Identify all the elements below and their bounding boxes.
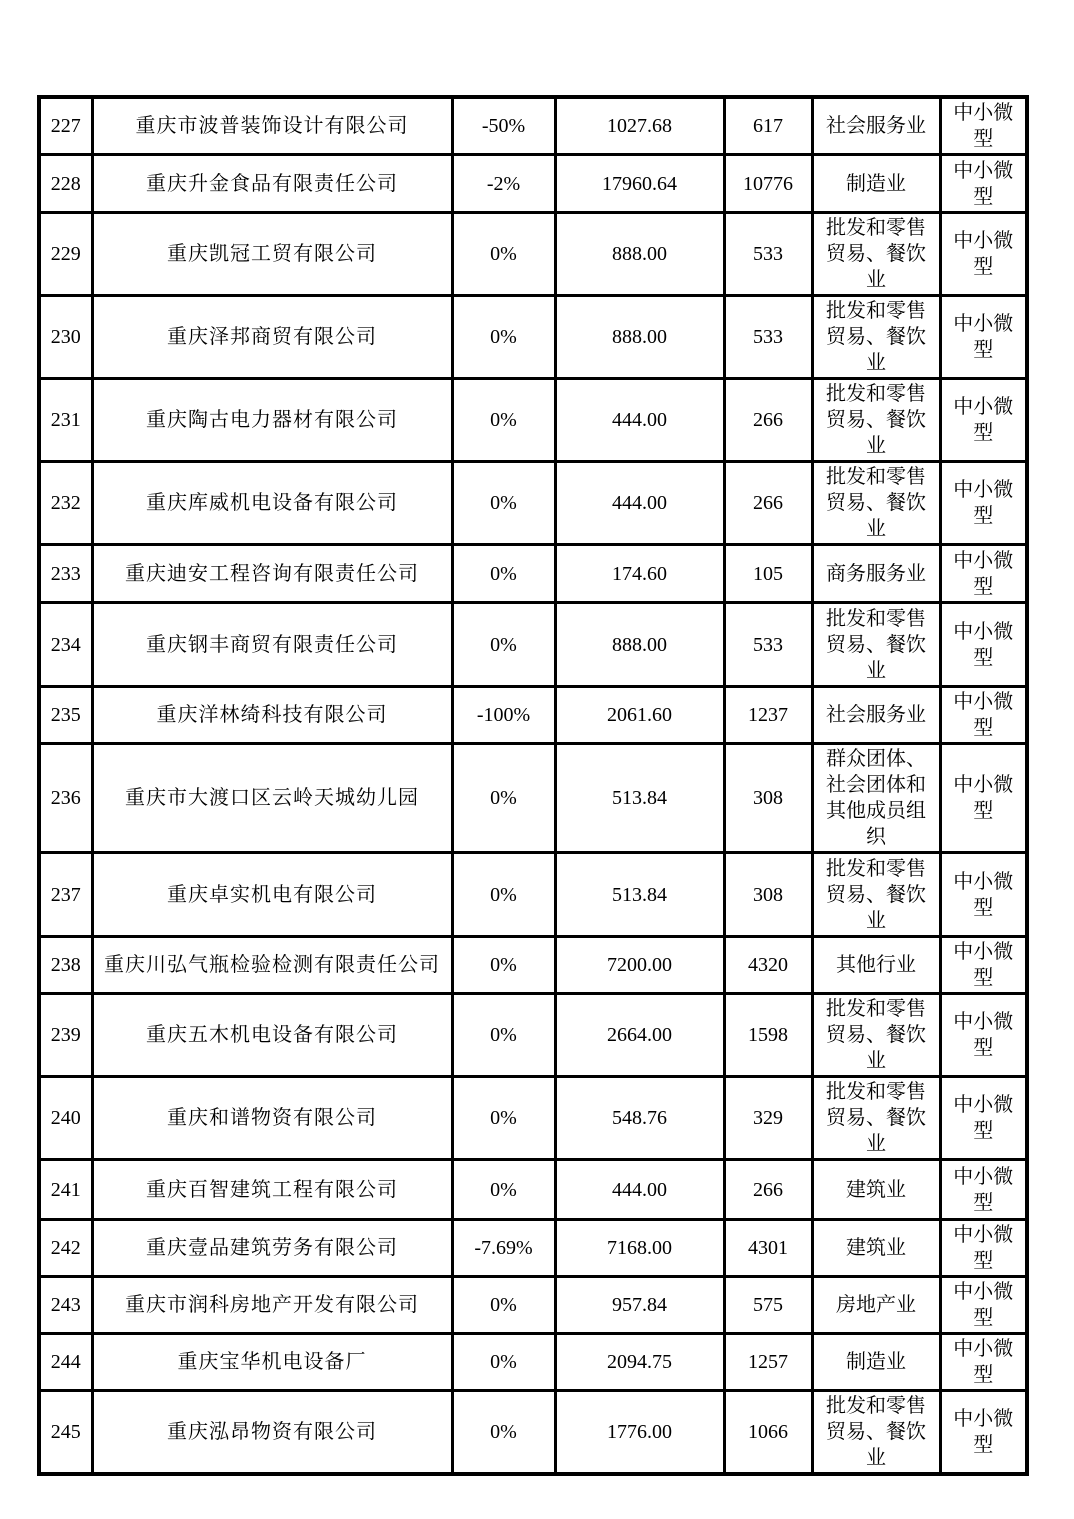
- change-percent-cell: 0%: [452, 296, 555, 379]
- industry-cell: 批发和零售贸易、餐饮业: [812, 462, 940, 545]
- amount-cell: 888.00: [555, 603, 724, 687]
- row-number-cell: 245: [39, 1391, 92, 1475]
- count-cell: 617: [724, 97, 812, 155]
- company-name-cell: 重庆泓昂物资有限公司: [92, 1391, 452, 1475]
- change-percent-cell: 0%: [452, 603, 555, 687]
- row-number-cell: 242: [39, 1220, 92, 1277]
- enterprise-scale-cell: 中小微型: [940, 687, 1027, 744]
- enterprise-scale-cell: 中小微型: [940, 1077, 1027, 1160]
- count-cell: 105: [724, 545, 812, 603]
- industry-cell: 制造业: [812, 1334, 940, 1391]
- change-percent-cell: -7.69%: [452, 1220, 555, 1277]
- change-percent-cell: 0%: [452, 545, 555, 603]
- amount-cell: 444.00: [555, 462, 724, 545]
- enterprise-scale-cell: 中小微型: [940, 1277, 1027, 1334]
- amount-cell: 513.84: [555, 853, 724, 937]
- table-row: [39, 296, 1027, 379]
- row-number-cell: 243: [39, 1277, 92, 1334]
- count-cell: 533: [724, 603, 812, 687]
- industry-cell: 商务服务业: [812, 545, 940, 603]
- change-percent-cell: -2%: [452, 155, 555, 213]
- company-name-cell: 重庆钢丰商贸有限责任公司: [92, 603, 452, 687]
- company-name-cell: 重庆市润科房地产开发有限公司: [92, 1277, 452, 1334]
- row-number-cell: 234: [39, 603, 92, 687]
- table-row: [39, 462, 1027, 545]
- enterprise-scale-cell: 中小微型: [940, 296, 1027, 379]
- amount-cell: 2061.60: [555, 687, 724, 744]
- enterprise-scale-cell: 中小微型: [940, 97, 1027, 155]
- amount-cell: 444.00: [555, 1160, 724, 1220]
- count-cell: 266: [724, 462, 812, 545]
- enterprise-scale-cell: 中小微型: [940, 603, 1027, 687]
- table-row: [39, 545, 1027, 603]
- row-number-cell: 239: [39, 994, 92, 1077]
- table-row: [39, 1334, 1027, 1391]
- industry-cell: 批发和零售贸易、餐饮业: [812, 379, 940, 462]
- change-percent-cell: 0%: [452, 379, 555, 462]
- industry-cell: 制造业: [812, 155, 940, 213]
- company-name-cell: 重庆市大渡口区云岭天城幼儿园: [92, 744, 452, 853]
- count-cell: 575: [724, 1277, 812, 1334]
- change-percent-cell: 0%: [452, 994, 555, 1077]
- company-name-cell: 重庆卓实机电有限公司: [92, 853, 452, 937]
- company-name-cell: 重庆库威机电设备有限公司: [92, 462, 452, 545]
- change-percent-cell: -50%: [452, 97, 555, 155]
- industry-cell: 批发和零售贸易、餐饮业: [812, 853, 940, 937]
- row-number-cell: 244: [39, 1334, 92, 1391]
- enterprise-scale-cell: 中小微型: [940, 994, 1027, 1077]
- enterprise-scale-cell: 中小微型: [940, 213, 1027, 296]
- enterprise-scale-cell: 中小微型: [940, 545, 1027, 603]
- table-row: [39, 1220, 1027, 1277]
- industry-cell: 社会服务业: [812, 687, 940, 744]
- row-number-cell: 230: [39, 296, 92, 379]
- industry-cell: 批发和零售贸易、餐饮业: [812, 603, 940, 687]
- row-number-cell: 240: [39, 1077, 92, 1160]
- change-percent-cell: 0%: [452, 1391, 555, 1475]
- table-row: [39, 603, 1027, 687]
- count-cell: 1066: [724, 1391, 812, 1475]
- change-percent-cell: -100%: [452, 687, 555, 744]
- count-cell: 4301: [724, 1220, 812, 1277]
- industry-cell: 批发和零售贸易、餐饮业: [812, 994, 940, 1077]
- enterprise-scale-cell: 中小微型: [940, 155, 1027, 213]
- amount-cell: 957.84: [555, 1277, 724, 1334]
- count-cell: 1257: [724, 1334, 812, 1391]
- count-cell: 308: [724, 744, 812, 853]
- count-cell: 1237: [724, 687, 812, 744]
- amount-cell: 888.00: [555, 213, 724, 296]
- company-name-cell: 重庆洋林绮科技有限公司: [92, 687, 452, 744]
- amount-cell: 1027.68: [555, 97, 724, 155]
- company-name-cell: 重庆泽邦商贸有限公司: [92, 296, 452, 379]
- change-percent-cell: 0%: [452, 1334, 555, 1391]
- amount-cell: 7200.00: [555, 937, 724, 994]
- row-number-cell: 229: [39, 213, 92, 296]
- amount-cell: 7168.00: [555, 1220, 724, 1277]
- table-row: [39, 994, 1027, 1077]
- row-number-cell: 237: [39, 853, 92, 937]
- row-number-cell: 227: [39, 97, 92, 155]
- amount-cell: 1776.00: [555, 1391, 724, 1475]
- row-number-cell: 231: [39, 379, 92, 462]
- company-name-cell: 重庆凯冠工贸有限公司: [92, 213, 452, 296]
- enterprise-scale-cell: 中小微型: [940, 462, 1027, 545]
- industry-cell: 建筑业: [812, 1160, 940, 1220]
- count-cell: 533: [724, 296, 812, 379]
- table-row: [39, 744, 1027, 853]
- enterprise-scale-cell: 中小微型: [940, 937, 1027, 994]
- company-name-cell: 重庆宝华机电设备厂: [92, 1334, 452, 1391]
- table-row: [39, 213, 1027, 296]
- amount-cell: 888.00: [555, 296, 724, 379]
- row-number-cell: 238: [39, 937, 92, 994]
- company-name-cell: 重庆市波普装饰设计有限公司: [92, 97, 452, 155]
- industry-cell: 建筑业: [812, 1220, 940, 1277]
- count-cell: 266: [724, 379, 812, 462]
- count-cell: 329: [724, 1077, 812, 1160]
- enterprise-scale-cell: 中小微型: [940, 853, 1027, 937]
- enterprise-scale-cell: 中小微型: [940, 1220, 1027, 1277]
- amount-cell: 2094.75: [555, 1334, 724, 1391]
- industry-cell: 批发和零售贸易、餐饮业: [812, 213, 940, 296]
- enterprise-scale-cell: 中小微型: [940, 379, 1027, 462]
- table-row: [39, 1277, 1027, 1334]
- enterprise-scale-cell: 中小微型: [940, 1160, 1027, 1220]
- amount-cell: 513.84: [555, 744, 724, 853]
- enterprise-scale-cell: 中小微型: [940, 1334, 1027, 1391]
- count-cell: 1598: [724, 994, 812, 1077]
- change-percent-cell: 0%: [452, 937, 555, 994]
- table-row: [39, 379, 1027, 462]
- company-name-cell: 重庆川弘气瓶检验检测有限责任公司: [92, 937, 452, 994]
- enterprise-scale-cell: 中小微型: [940, 1391, 1027, 1475]
- row-number-cell: 241: [39, 1160, 92, 1220]
- row-number-cell: 233: [39, 545, 92, 603]
- table-body: [39, 97, 1027, 1474]
- table-row: [39, 155, 1027, 213]
- company-name-cell: 重庆升金食品有限责任公司: [92, 155, 452, 213]
- table-row: [39, 1391, 1027, 1475]
- row-number-cell: 228: [39, 155, 92, 213]
- company-name-cell: 重庆迪安工程咨询有限责任公司: [92, 545, 452, 603]
- enterprise-scale-cell: 中小微型: [940, 744, 1027, 853]
- industry-cell: 社会服务业: [812, 97, 940, 155]
- industry-cell: 房地产业: [812, 1277, 940, 1334]
- change-percent-cell: 0%: [452, 462, 555, 545]
- company-name-cell: 重庆陶古电力器材有限公司: [92, 379, 452, 462]
- count-cell: 4320: [724, 937, 812, 994]
- table-row: [39, 937, 1027, 994]
- company-name-cell: 重庆和谱物资有限公司: [92, 1077, 452, 1160]
- row-number-cell: 235: [39, 687, 92, 744]
- amount-cell: 17960.64: [555, 155, 724, 213]
- industry-cell: 批发和零售贸易、餐饮业: [812, 296, 940, 379]
- count-cell: 10776: [724, 155, 812, 213]
- change-percent-cell: 0%: [452, 1277, 555, 1334]
- row-number-cell: 232: [39, 462, 92, 545]
- table-row: [39, 1077, 1027, 1160]
- table-row: [39, 1160, 1027, 1220]
- amount-cell: 548.76: [555, 1077, 724, 1160]
- company-name-cell: 重庆壹品建筑劳务有限公司: [92, 1220, 452, 1277]
- industry-cell: 批发和零售贸易、餐饮业: [812, 1391, 940, 1475]
- industry-cell: 其他行业: [812, 937, 940, 994]
- industry-cell: 批发和零售贸易、餐饮业: [812, 1077, 940, 1160]
- change-percent-cell: 0%: [452, 213, 555, 296]
- count-cell: 533: [724, 213, 812, 296]
- amount-cell: 174.60: [555, 545, 724, 603]
- change-percent-cell: 0%: [452, 1160, 555, 1220]
- change-percent-cell: 0%: [452, 744, 555, 853]
- count-cell: 308: [724, 853, 812, 937]
- table-row: [39, 97, 1027, 155]
- table-row: [39, 853, 1027, 937]
- amount-cell: 2664.00: [555, 994, 724, 1077]
- industry-cell: 群众团体、社会团体和其他成员组织: [812, 744, 940, 853]
- change-percent-cell: 0%: [452, 1077, 555, 1160]
- company-name-cell: 重庆百智建筑工程有限公司: [92, 1160, 452, 1220]
- count-cell: 266: [724, 1160, 812, 1220]
- row-number-cell: 236: [39, 744, 92, 853]
- change-percent-cell: 0%: [452, 853, 555, 937]
- table-row: [39, 687, 1027, 744]
- amount-cell: 444.00: [555, 379, 724, 462]
- company-name-cell: 重庆五木机电设备有限公司: [92, 994, 452, 1077]
- company-table: [37, 95, 1029, 1476]
